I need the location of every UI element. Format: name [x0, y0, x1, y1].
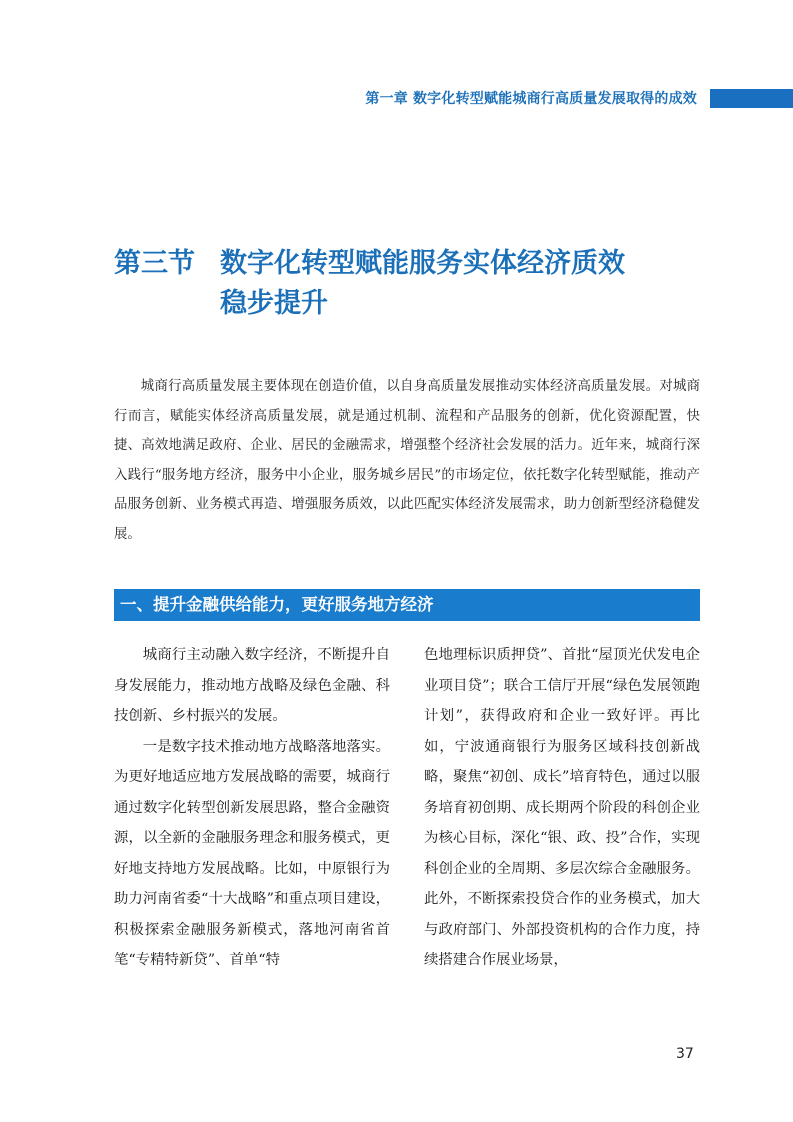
page-number: 37: [676, 1046, 694, 1062]
intro-paragraph: 城商行高质量发展主要体现在创造价值，以自身高质量发展推动实体经济高质量发展。对城商行而言，赋能实体经济高质量发展，就是通过机制、流程和产品服务的创新，优化资源配置，快捷、高效地满足政府、企业、居民的金融需求，增强整个经济社会发展的活力。近年来，城商行深入践行“服务地方经济，服务中小企业，服务城乡居民”的市场定位，依托数字化转型赋能，推动产品服务创新、业务模式再造、增强服务质效，以此匹配实体经济发展需求，助力创新型经济稳健发展。: [114, 379, 700, 542]
intro-block: [114, 372, 700, 549]
section-title-line2: 稳步提升: [220, 288, 328, 319]
body-paragraph: 城商行主动融入数字经济，不断提升自身发展能力，推动地方战略及绿色金融、科技创新、乡村振兴的发展。: [114, 647, 390, 724]
section-number: 第三节: [114, 248, 195, 279]
section-title-line1: [114, 244, 714, 284]
header-accent-bar: [710, 89, 793, 108]
subsection-heading: 一、提升金融供给能力，更好服务地方经济: [114, 589, 700, 621]
chapter-title: 第一章 数字化转型赋能城商行高质量发展取得的成效: [365, 91, 697, 107]
section-title: [114, 244, 714, 324]
running-header: [0, 86, 793, 110]
body-paragraph-continued: 色地理标识质押贷”、首批“屋顶光伏发电企业项目贷”；联合工信厅开展“绿色发展领跑计划”，获得政府和企业一致好评。再比如，宁波通商银行为服务区域科技创新战略，聚焦“初创、成长”培育特色，通过以服务培育初创期、成长期两个阶段的科创企业为核心目标，深化“银、政、投”合作，实现科创企业的全周期、多层次综合金融服务。此外，不断探索投贷合作的业务模式，加大与政府部门、外部投资机构的合作力度，持续搭建合作展业场景，: [424, 647, 700, 968]
body-column-left: [114, 640, 390, 976]
section-title-text: 数字化转型赋能服务实体经济质效: [220, 248, 625, 279]
body-paragraph: 一是数字技术推动地方战略落地落实。为更好地适应地方发展战略的需要，城商行通过数字化转型创新发展思路，整合金融资源，以全新的金融服务理念和服务模式，更好地支持地方发展战略。比如，中原银行为助力河南省委“十大战略”和重点项目建设，积极探索金融服务新模式，落地河南省首笔“专精特新贷”、首单“特: [114, 738, 390, 968]
body-column-right: [424, 640, 700, 976]
